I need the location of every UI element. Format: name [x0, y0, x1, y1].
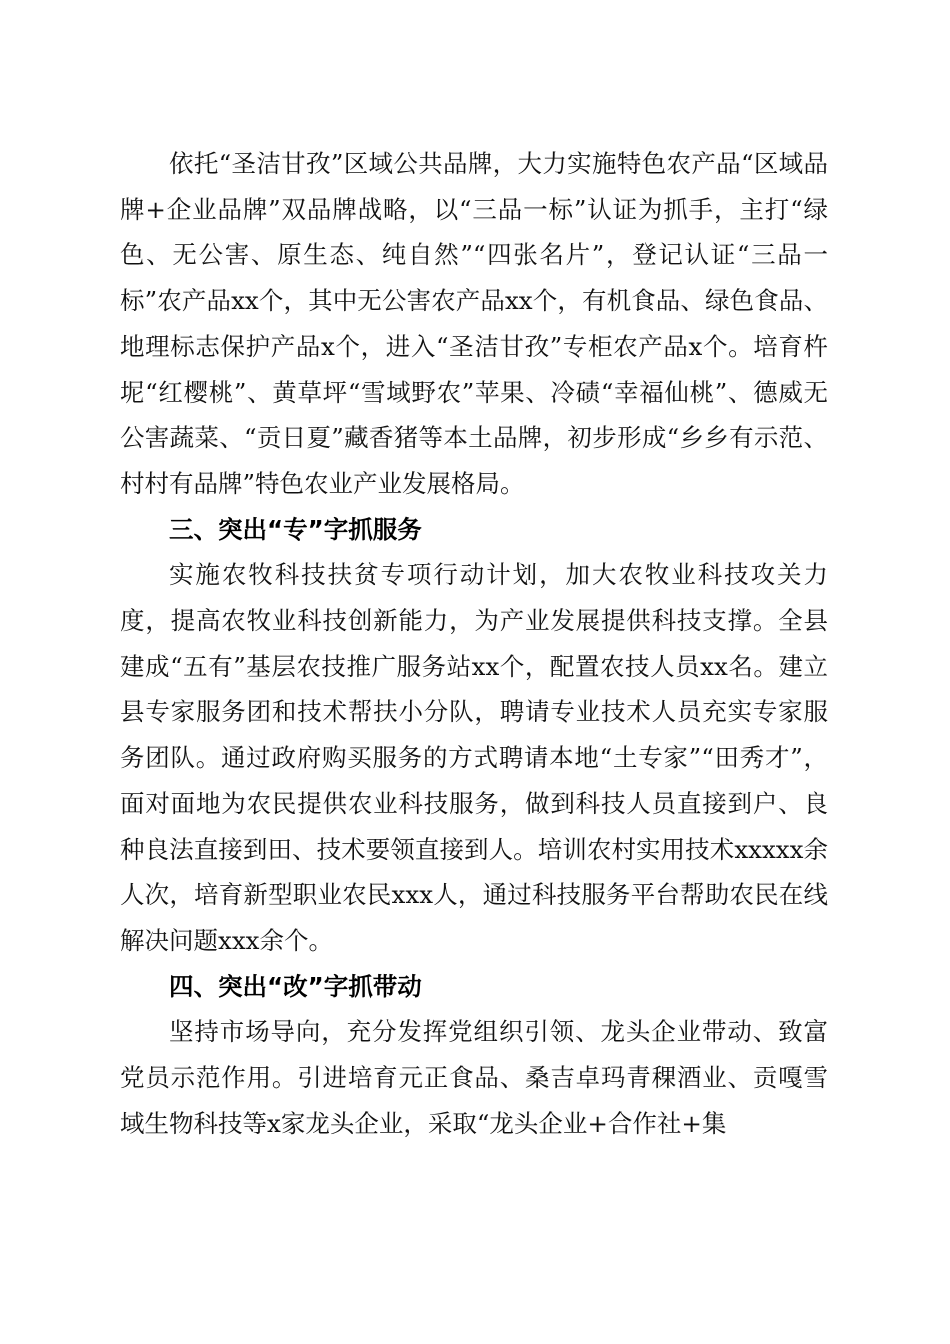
paragraph-tech-service: 实施农牧科技扶贫专项行动计划，加大农牧业科技攻关力度，提高农牧业科技创新能力，为产业发展提供科技支撑。全县建成“五有”基层农技推广服务站xx个，配置农技人员xx名。建立县专家服务团和技术帮扶小分队，聘请专业技术人员充实专家服务团队。通过政府购买服务的方式聘请本地“土专家”“田秀才”，面对面地为农民提供农业科技服务，做到科技人员直接到户、良种良法直接到田、技术要领直接到人。培训农村实用技术xxxxx余人次，培育新型职业农民xxx人，通过科技服务平台帮助农民在线解决问题xxx余个。: [120, 560, 828, 955]
document-body: [120, 141, 828, 1146]
section-heading-reform: 四、突出“改”字抓带动: [169, 971, 422, 1001]
section-heading-service: 三、突出“专”字抓服务: [169, 514, 422, 544]
paragraph-reform-leadership: 坚持市场导向，充分发挥党组织引领、龙头企业带动、致富党员示范作用。引进培育元正食品、桑吉卓玛青稞酒业、贡嘎雪域生物科技等x家龙头企业，采取“龙头企业+合作社+集: [120, 1017, 828, 1138]
paragraph-brand-strategy: 依托“圣洁甘孜”区域公共品牌，大力实施特色农产品“区域品牌+企业品牌”双品牌战略，以“三品一标”认证为抓手，主打“绿色、无公害、原生态、纯自然”“四张名片”，登记认证“三品一标”农产品xx个，其中无公害农产品xx个，有机食品、绿色食品、地理标志保护产品x个，进入“圣洁甘孜”专柜农产品x个。培育杵坭“红樱桃”、黄草坪“雪域野农”苹果、冷碛“幸福仙桃”、德威无公害蔬菜、“贡日夏”藏香猪等本土品牌，初步形成“乡乡有示范、村村有品牌”特色农业产业发展格局。: [120, 149, 828, 498]
